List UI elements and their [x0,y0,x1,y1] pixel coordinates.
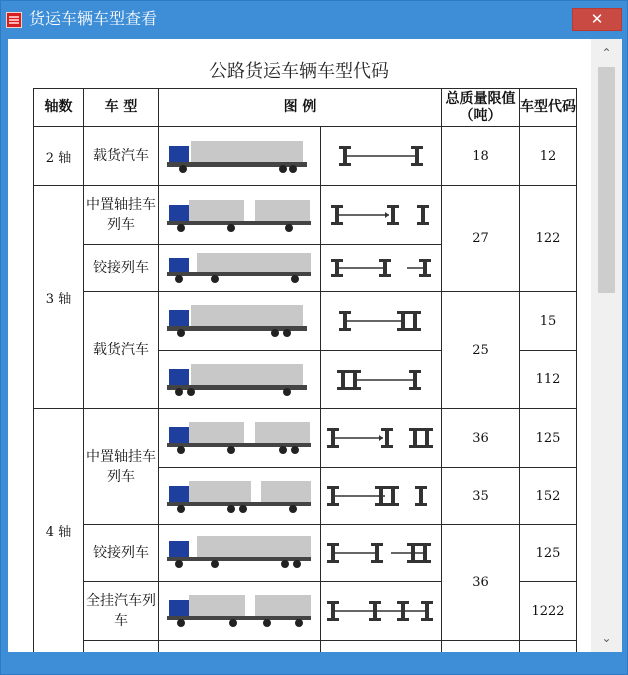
axle-count-cell: 2 轴 [34,127,84,186]
close-icon: ✕ [590,10,604,28]
vehicle-code-cell: 15 [520,292,577,351]
axle-diagram [321,525,442,582]
vehicle-image [159,468,321,525]
close-button[interactable] [572,8,622,31]
table-row [34,186,577,245]
axle-diagram [321,245,442,292]
vertical-scrollbar[interactable] [591,39,622,652]
axle-diagram [321,186,442,245]
header-weight: 总质量限值（吨） [442,89,520,127]
chevron-down-icon[interactable]: ⌄ [601,631,612,645]
weight-limit-cell: 36 [442,409,520,468]
header-axles: 轴数 [34,89,84,127]
table-row [34,409,577,468]
vehicle-image [159,127,321,186]
vehicle-image [159,292,321,351]
weight-limit-cell: 27 [442,186,520,292]
chevron-up-icon[interactable]: ⌃ [601,46,612,60]
scrollbar-thumb[interactable] [598,67,615,293]
weight-limit-cell: 18 [442,127,520,186]
axle-diagram [321,468,442,525]
vehicle-image [159,351,321,409]
weight-limit-cell: 25 [442,292,520,409]
axle-count-cell: 4 轴 [34,409,84,653]
vehicle-type-cell: 载货汽车 [84,127,159,186]
weight-limit-cell: 35 [442,468,520,525]
vehicle-image [159,245,321,292]
vehicle-image [159,409,321,468]
vehicle-code-cell: 152 [520,468,577,525]
vehicle-type-cell: 载货汽车 [84,292,159,409]
vehicle-code-cell: 125 [520,409,577,468]
axle-diagram [321,127,442,186]
vehicle-type-cell: 中置轴挂车列车 [84,186,159,245]
table-row-partial [34,641,577,653]
vehicle-image [159,525,321,582]
content-area [8,39,622,652]
vehicle-code-cell: 112 [520,351,577,409]
axle-diagram [321,582,442,641]
header-code: 车型代码 [520,89,577,127]
axle-diagram [321,409,442,468]
table-header-row [34,89,577,127]
vehicle-code-cell: 122 [520,186,577,292]
axle-diagram [321,292,442,351]
document-title: 公路货运车辆车型代码 [209,61,389,82]
table-row [34,292,577,351]
vehicle-type-cell: 中置轴挂车列车 [84,409,159,525]
app-icon [6,12,22,28]
title-bar[interactable] [1,1,627,37]
vehicle-code-cell: 125 [520,525,577,582]
header-type: 车 型 [84,89,159,127]
axle-count-cell: 3 轴 [34,186,84,409]
axle-diagram [321,351,442,409]
table-row [34,525,577,582]
table-row [34,127,577,186]
vehicle-image [159,186,321,245]
vehicle-code-cell: 12 [520,127,577,186]
vehicle-type-cell: 铰接列车 [84,525,159,582]
window-title: 货运车辆车型查看 [29,9,158,28]
vehicle-type-cell: 铰接列车 [84,245,159,292]
document-view [8,39,590,652]
weight-limit-cell: 36 [442,525,520,641]
vehicle-image [159,582,321,641]
vehicle-type-cell: 全挂汽车列车 [84,582,159,641]
vehicle-code-cell: 1222 [520,582,577,641]
header-legend: 图 例 [159,89,442,127]
vehicle-type-table [33,88,577,652]
